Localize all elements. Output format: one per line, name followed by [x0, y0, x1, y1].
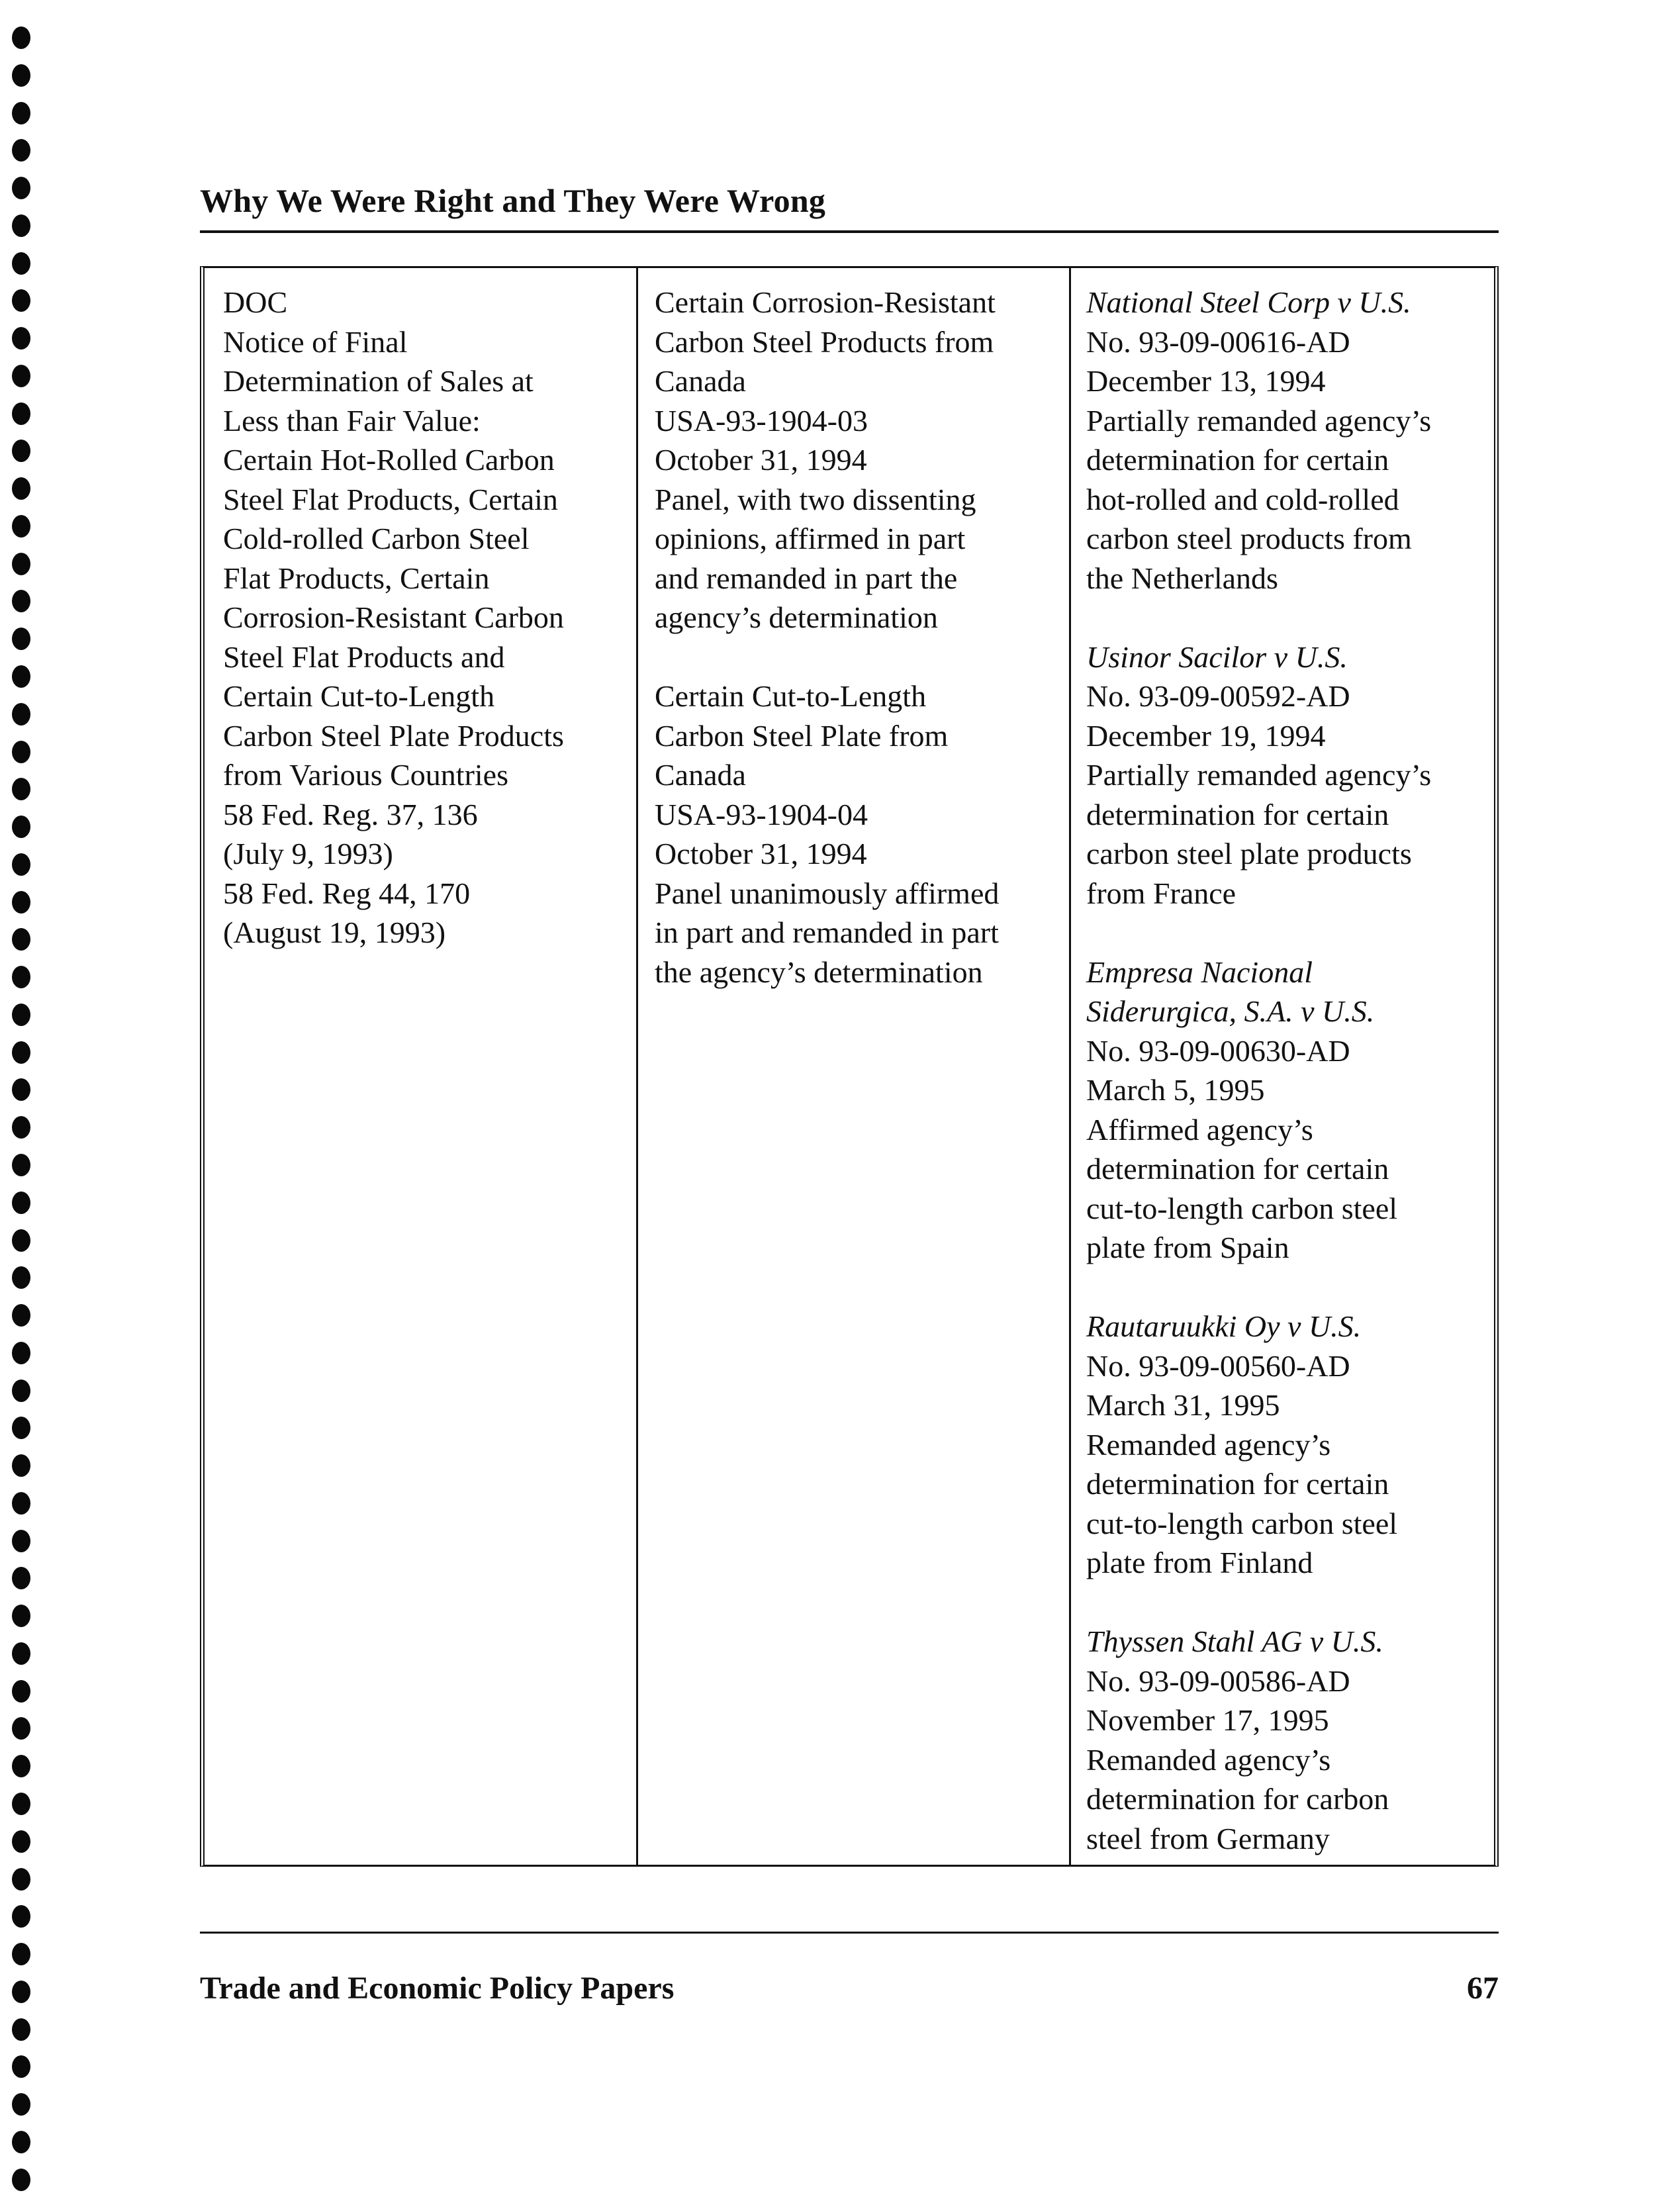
- panel-line: Panel, with two dissenting: [655, 482, 976, 516]
- binding-hole: [12, 1567, 30, 1589]
- panel-line: Canada: [655, 758, 746, 792]
- binding-hole: [12, 1642, 30, 1665]
- case-line: steel from Germany: [1086, 1821, 1330, 1855]
- determination-column: [223, 283, 627, 1865]
- binding-hole: [12, 1717, 30, 1740]
- binding-hole: [12, 741, 30, 763]
- determination-line: Notice of Final: [223, 324, 408, 359]
- case-line: Remanded agency’s: [1086, 1742, 1331, 1777]
- binding-hole: [12, 64, 30, 87]
- determination-line: Cold-rolled Carbon Steel: [223, 522, 530, 555]
- case-line: determination for certain: [1086, 443, 1389, 477]
- case-line: carbon steel products from: [1086, 522, 1412, 555]
- case-line: March 31, 1995: [1086, 1388, 1280, 1422]
- binding-hole: [12, 1454, 30, 1477]
- binding-hole: [12, 365, 30, 387]
- spacer: [1086, 598, 1490, 637]
- panel-line: and remanded in part the: [655, 561, 958, 595]
- case-line: determination for certain: [1086, 1152, 1389, 1186]
- panel-line: Canada: [655, 364, 746, 398]
- case-name: Empresa Nacional: [1086, 955, 1313, 989]
- determination-line: DOC: [223, 285, 288, 319]
- column-divider: [636, 268, 638, 1865]
- case-line: December 13, 1994: [1086, 364, 1326, 398]
- determination-line: Corrosion-Resistant Carbon: [223, 600, 564, 634]
- case-line: plate from Finland: [1086, 1546, 1313, 1579]
- binding-hole: [12, 402, 30, 425]
- panel-line: in part and remanded in part: [655, 915, 999, 949]
- case-line: Partially remanded agency’s: [1086, 758, 1432, 792]
- binding-hole: [12, 1004, 30, 1026]
- binding-hole: [12, 477, 30, 500]
- binding-holes: [12, 26, 32, 2191]
- panel-line: USA-93-1904-03: [655, 403, 868, 438]
- binding-hole: [12, 26, 30, 49]
- binding-hole: [12, 1266, 30, 1289]
- rulings-table: [200, 266, 1499, 1867]
- panel-review-column: [655, 283, 1065, 1865]
- case-line: Partially remanded agency’s: [1086, 403, 1432, 438]
- determination-line: Certain Hot-Rolled Carbon: [223, 443, 555, 477]
- panel-line: October 31, 1994: [655, 443, 867, 477]
- determination-line: Determination of Sales at: [223, 364, 534, 398]
- case-line: Remanded agency’s: [1086, 1427, 1331, 1462]
- case-line: determination for certain: [1086, 1467, 1389, 1501]
- binding-hole: [12, 1304, 30, 1327]
- panel-line: the agency’s determination: [655, 955, 983, 989]
- determination-line: Flat Products, Certain: [223, 561, 490, 595]
- determination-line: Steel Flat Products, Certain: [223, 482, 558, 516]
- binding-hole: [12, 1154, 30, 1176]
- panel-line: agency’s determination: [655, 600, 938, 634]
- case-line: March 5, 1995: [1086, 1073, 1265, 1107]
- case-line: No. 93-09-00616-AD: [1086, 324, 1350, 359]
- binding-hole: [12, 665, 30, 688]
- footer-rule: [200, 1932, 1499, 1934]
- binding-hole: [12, 2131, 30, 2153]
- binding-hole: [12, 252, 30, 275]
- binding-hole: [12, 1755, 30, 1777]
- case-name: National Steel Corp v U.S.: [1086, 285, 1411, 319]
- panel-line: Carbon Steel Products from: [655, 324, 994, 359]
- panel-line: opinions, affirmed in part: [655, 522, 966, 555]
- case-line: from France: [1086, 876, 1237, 910]
- binding-hole: [12, 928, 30, 951]
- binding-hole: [12, 703, 30, 726]
- panel-line: Carbon Steel Plate from: [655, 718, 949, 753]
- determination-line: (August 19, 1993): [223, 915, 446, 949]
- case-line: Affirmed agency’s: [1086, 1112, 1313, 1147]
- determination-line: (July 9, 1993): [223, 837, 393, 870]
- binding-hole: [12, 327, 30, 350]
- case-name: Siderurgica, S.A. v U.S.: [1086, 994, 1375, 1028]
- binding-hole: [12, 1492, 30, 1515]
- determination-line: Carbon Steel Plate Products: [223, 718, 564, 753]
- determination-line: Less than Fair Value:: [223, 403, 481, 438]
- page-number: 67: [1467, 1971, 1499, 2006]
- case-line: No. 93-09-00630-AD: [1086, 1033, 1350, 1068]
- determination-line: from Various Countries: [223, 758, 509, 792]
- determination-line: Certain Cut-to-Length: [223, 679, 495, 713]
- case-line: No. 93-09-00586-AD: [1086, 1663, 1350, 1698]
- case-line: cut-to-length carbon steel: [1086, 1191, 1398, 1225]
- case-line: determination for certain: [1086, 797, 1389, 831]
- binding-hole: [12, 1229, 30, 1252]
- court-cases-column: [1086, 283, 1490, 1865]
- spacer: [1086, 1583, 1490, 1622]
- binding-hole: [12, 214, 30, 237]
- case-line: determination for carbon: [1086, 1782, 1389, 1816]
- binding-hole: [12, 816, 30, 838]
- case-name: Rautaruukki Oy v U.S.: [1086, 1309, 1362, 1343]
- header-rule: [200, 230, 1499, 233]
- case-name: Thyssen Stahl AG v U.S.: [1086, 1624, 1383, 1658]
- binding-hole: [12, 1417, 30, 1439]
- binding-hole: [12, 2055, 30, 2078]
- binding-hole: [12, 2169, 30, 2191]
- case-name: Usinor Sacilor v U.S.: [1086, 639, 1348, 674]
- page-header-title: Why We Were Right and They Were Wrong: [200, 182, 826, 219]
- panel-line: USA-93-1904-04: [655, 797, 868, 831]
- footer-publication-title: Trade and Economic Policy Papers: [200, 1971, 675, 2006]
- case-line: plate from Spain: [1086, 1231, 1289, 1264]
- panel-line: Certain Corrosion-Resistant: [655, 285, 996, 319]
- determination-line: 58 Fed. Reg 44, 170: [223, 876, 471, 910]
- binding-hole: [12, 2018, 30, 2041]
- binding-hole: [12, 628, 30, 650]
- case-line: carbon steel plate products: [1086, 837, 1412, 870]
- binding-hole: [12, 515, 30, 538]
- binding-hole: [12, 102, 30, 124]
- binding-hole: [12, 1041, 30, 1064]
- binding-hole: [12, 966, 30, 988]
- spacer: [1086, 913, 1490, 953]
- binding-hole: [12, 440, 30, 462]
- binding-hole: [12, 778, 30, 800]
- spacer: [1086, 1268, 1490, 1307]
- binding-hole: [12, 1830, 30, 1853]
- spacer: [655, 637, 1065, 677]
- binding-hole: [12, 1605, 30, 1627]
- case-line: cut-to-length carbon steel: [1086, 1506, 1398, 1540]
- case-line: No. 93-09-00592-AD: [1086, 679, 1350, 713]
- determination-line: Steel Flat Products and: [223, 639, 505, 674]
- binding-hole: [12, 853, 30, 876]
- binding-hole: [12, 289, 30, 312]
- binding-hole: [12, 1943, 30, 1965]
- case-line: No. 93-09-00560-AD: [1086, 1348, 1350, 1383]
- binding-hole: [12, 177, 30, 199]
- binding-hole: [12, 1192, 30, 1214]
- panel-line: Certain Cut-to-Length: [655, 679, 927, 713]
- case-line: December 19, 1994: [1086, 718, 1326, 753]
- binding-hole: [12, 891, 30, 913]
- case-line: hot-rolled and cold-rolled: [1086, 482, 1399, 516]
- panel-line: October 31, 1994: [655, 837, 867, 870]
- case-line: November 17, 1995: [1086, 1703, 1329, 1737]
- binding-hole: [12, 1793, 30, 1815]
- binding-hole: [12, 139, 30, 162]
- determination-line: 58 Fed. Reg. 37, 136: [223, 797, 478, 831]
- binding-hole: [12, 1078, 30, 1101]
- binding-hole: [12, 1530, 30, 1552]
- binding-hole: [12, 1905, 30, 1928]
- column-divider: [1069, 268, 1071, 1865]
- binding-hole: [12, 1981, 30, 2003]
- binding-hole: [12, 590, 30, 612]
- binding-hole: [12, 2093, 30, 2116]
- binding-hole: [12, 553, 30, 575]
- panel-line: Panel unanimously affirmed: [655, 876, 1000, 910]
- case-line: the Netherlands: [1086, 561, 1278, 595]
- binding-hole: [12, 1868, 30, 1891]
- binding-hole: [12, 1342, 30, 1364]
- binding-hole: [12, 1680, 30, 1703]
- binding-hole: [12, 1380, 30, 1402]
- binding-hole: [12, 1116, 30, 1139]
